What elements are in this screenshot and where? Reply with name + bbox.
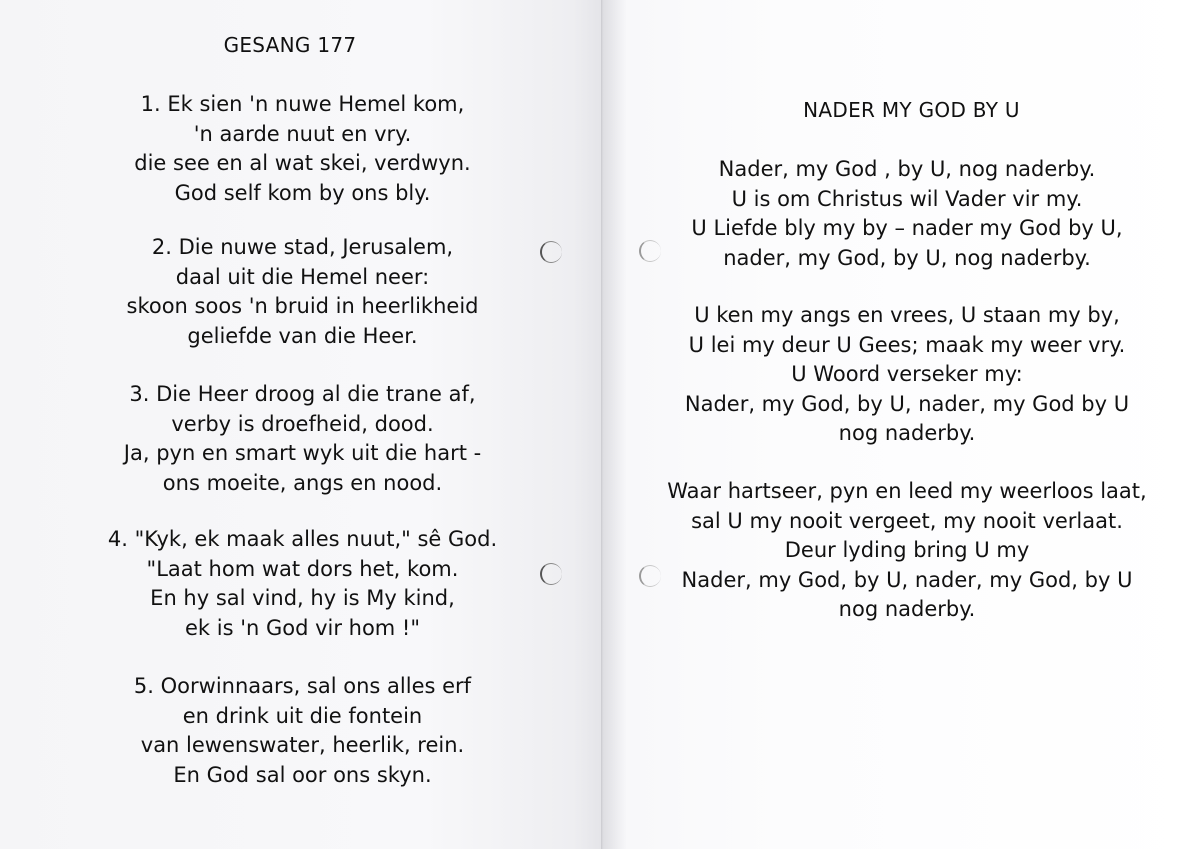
verse-line: verby is droefheid, dood. (171, 411, 434, 436)
verse-line: 2. Die nuwe stad, Jerusalem, (151, 235, 454, 259)
verse-line: Ja, pyn en smart wyk uit die hart - (123, 441, 482, 465)
verse-line: Waar hartseer, pyn en leed my weerloos laat, (667, 479, 1147, 503)
verse-line: ons moeite, angs en nood. (162, 470, 443, 495)
verse-line: Nader, my God , by U, nog naderby. (718, 157, 1096, 181)
verse-line: U Liefde bly my by – nader my God by U, (691, 216, 1123, 240)
verse-line: U lei my deur U Gees; maak my weer vry. (688, 332, 1126, 357)
punch-hole-mark (639, 565, 661, 587)
verse-line: U ken my angs en vrees, U staan my by, (694, 303, 1120, 327)
verse-1 (0, 90, 603, 208)
verse-3 (603, 477, 1200, 625)
right-page (603, 0, 1200, 849)
verse-line: geliefde van die Heer. (187, 323, 418, 348)
verse-line: Deur lyding bring U my (784, 538, 1030, 562)
verse-line: daal uit die Hemel neer: (175, 264, 430, 289)
verse-2 (603, 301, 1200, 449)
verse-line: U is om Christus wil Vader vir my. (731, 186, 1083, 211)
verse-line: nader, my God, by U, nog naderby. (723, 245, 1091, 270)
verse-3 (0, 380, 603, 498)
verse-1 (603, 155, 1200, 273)
verse-line: van lewenswater, heerlik, rein. (140, 733, 465, 757)
verse-line: "Laat hom wat dors het, kom. (146, 556, 459, 581)
verse-line: 1. Ek sien 'n nuwe Hemel kom, (140, 92, 465, 116)
punch-hole-mark (639, 240, 661, 262)
hymn-title: NADER MY GOD BY U (803, 98, 1020, 122)
verse-line: ek is 'n God vir hom !" (184, 615, 421, 640)
verse-line: U Woord verseker my: (791, 362, 1023, 386)
verse-line: En God sal oor ons skyn. (173, 762, 432, 787)
punch-hole-mark (540, 563, 562, 585)
verse-line: en drink uit die fontein (182, 703, 423, 728)
verse-line: God self kom by ons bly. (174, 180, 431, 205)
verse-2 (0, 233, 603, 351)
verse-line: nog naderby. (838, 421, 976, 445)
verse-line: sal U my nooit vergeet, my nooit verlaat. (691, 508, 1123, 533)
verse-line: nog naderby. (838, 597, 976, 621)
punch-hole-mark (540, 241, 562, 263)
verse-line: 3. Die Heer droog al die trane af, (129, 382, 476, 406)
verse-line: En hy sal vind, hy is My kind, (150, 586, 455, 610)
verse-line: 'n aarde nuut en vry. (193, 121, 412, 146)
verse-line: 5. Oorwinnaars, sal ons alles erf (133, 674, 472, 698)
verse-line: Nader, my God, by U, nader, my God by U (684, 391, 1130, 416)
verse-5 (0, 672, 603, 790)
hymn-title: GESANG 177 (223, 33, 357, 57)
verse-line: skoon soos 'n bruid in heerlikheid (126, 294, 479, 318)
verse-line: Nader, my God, by U, nader, my God, by U (681, 567, 1133, 592)
verse-line: 4. "Kyk, ek maak alles nuut," sê God. (107, 527, 498, 551)
verse-4 (0, 525, 603, 643)
verse-line: die see en al wat skei, verdwyn. (134, 151, 471, 175)
